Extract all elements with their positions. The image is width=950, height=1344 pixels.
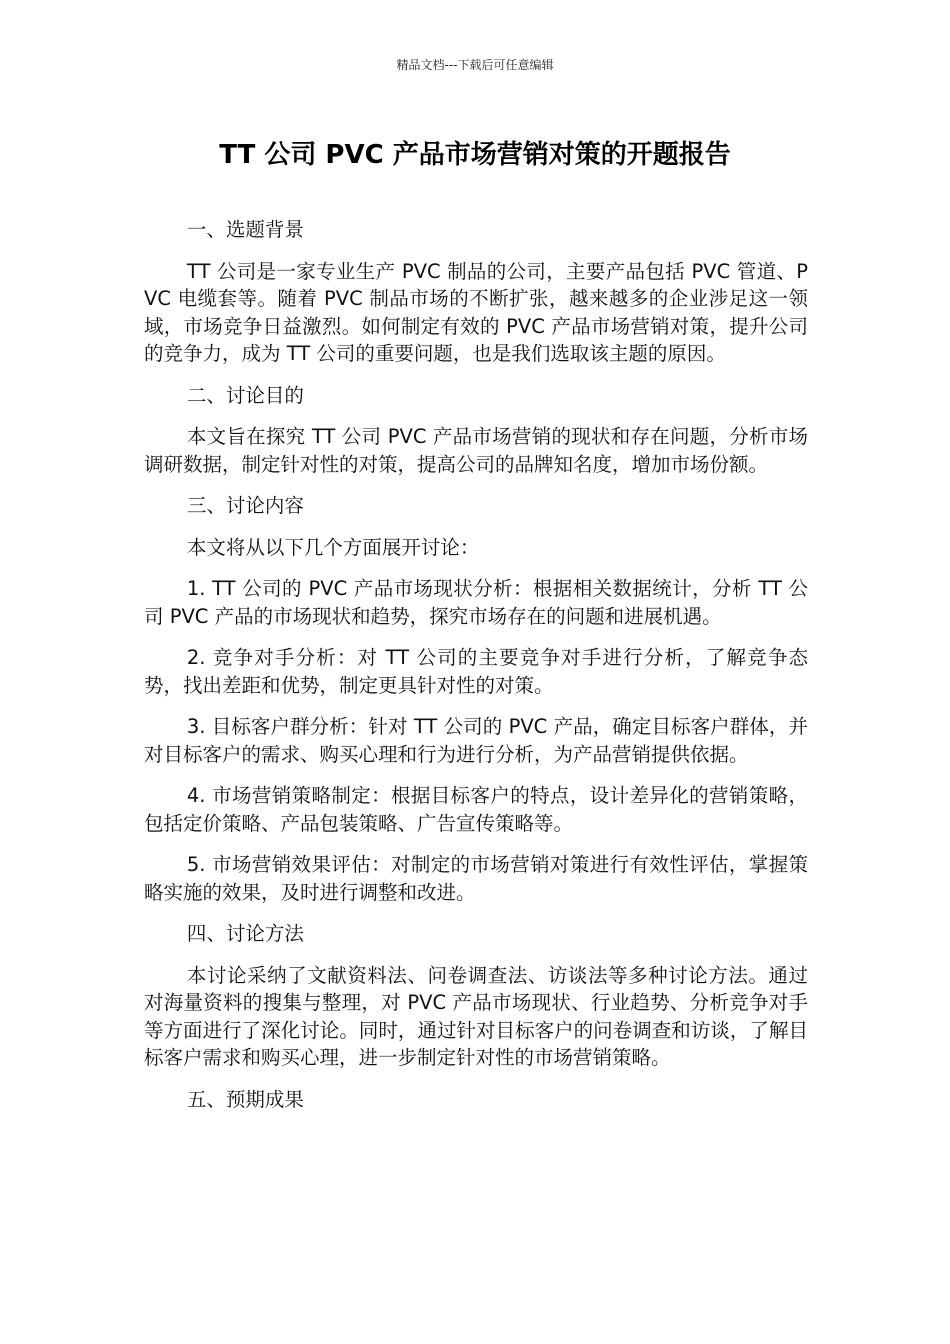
paragraph-purpose: 本文旨在探究 TT 公司 PVC 产品市场营销的现状和存在问题，分析市场调研数据，制定针对性的对策，提高公司的品牌知名度，增加市场份额。	[144, 425, 808, 476]
section-heading-background: 一、选题背景	[186, 218, 304, 241]
list-item-market-analysis: 1. TT 公司的 PVC 产品市场现状分析：根据相关数据统计，分析 TT 公司 PVC 产品的市场现状和趋势，探究市场存在的问题和进展机遇。	[144, 577, 808, 628]
paragraph-method: 本讨论采纳了文献资料法、问卷调查法、访谈法等多种讨论方法。通过对海量资料的搜集与整理，对 PVC 产品市场现状、行业趋势、分析竞争对手等方面进行了深化讨论。同时，通过针对目标客户的问卷调查和访谈，了解目标客户需求和购买心理，进一步制定针对性的市场营销策略。	[144, 963, 808, 1069]
paragraph-background: TT 公司是一家专业生产 PVC 制品的公司，主要产品包括 PVC 管道、PVC 电缆套等。随着 PVC 制品市场的不断扩张，越来越多的企业涉足这一领域，市场竞争日益激烈。如何制定有效的 PVC 产品市场营销对策，提升公司的竞争力，成为 TT 公司的重要问题，也是我们选取该主题的原因。	[144, 259, 808, 365]
list-item-evaluation: 5. 市场营销效果评估：对制定的市场营销对策进行有效性评估，掌握策略实施的效果，及时进行调整和改进。	[144, 853, 808, 904]
list-item-competitor-analysis: 2. 竞争对手分析：对 TT 公司的主要竞争对手进行分析，了解竞争态势，找出差距和优势，制定更具针对性的对策。	[144, 646, 808, 697]
document-body	[144, 216, 808, 1127]
list-item-strategy: 4. 市场营销策略制定：根据目标客户的特点，设计差异化的营销策略，包括定价策略、产品包装策略、广告宣传策略等。	[144, 784, 808, 835]
paragraph-content-intro: 本文将从以下几个方面展开讨论：	[186, 535, 480, 559]
section-heading-method: 四、讨论方法	[186, 922, 304, 945]
section-heading-purpose: 二、讨论目的	[186, 383, 304, 407]
list-item-customer-analysis: 3. 目标客户群分析：针对 TT 公司的 PVC 产品，确定目标客户群体，并对目标客户的需求、购买心理和行为进行分析，为产品营销提供依据。	[144, 715, 808, 766]
document-title: TT 公司 PVC 产品市场营销对策的开题报告	[219, 140, 731, 170]
page-header-note: 精品文档---下载后可任意编辑	[396, 58, 554, 72]
section-heading-expected-results: 五、预期成果	[186, 1087, 304, 1111]
section-heading-content: 三、讨论内容	[186, 494, 304, 517]
